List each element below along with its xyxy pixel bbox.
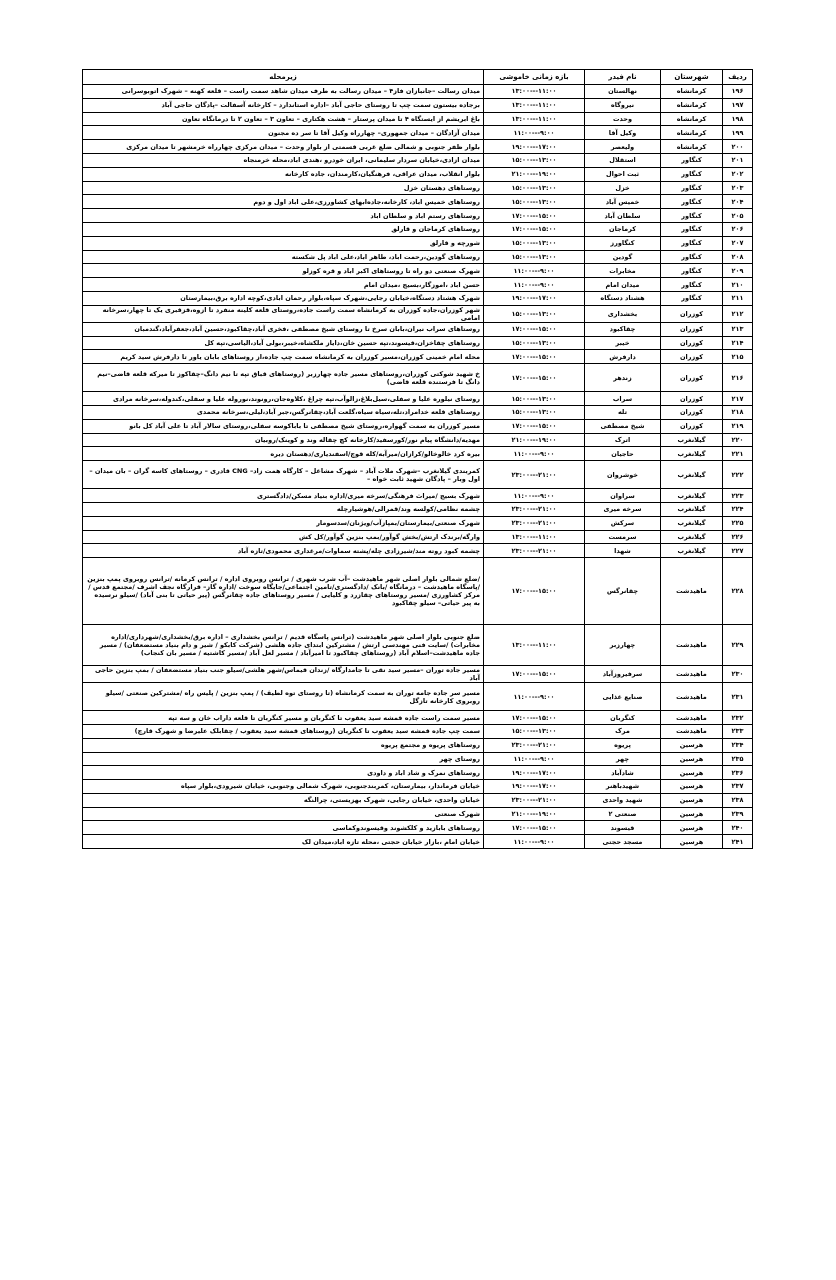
cell-row-number: ۲۲۹ [723,625,753,666]
table-row [83,140,753,154]
cell-time: ۱۵:۰۰---۱۷:۰۰ [484,322,585,336]
cell-feeder: سراوان [585,489,661,503]
cell-city: هرسین [661,752,723,766]
cell-feeder: کنگاورز [585,236,661,250]
cell-city: کنگاور [661,195,723,209]
cell-feeder: استقلال [585,153,661,167]
cell-city: هرسین [661,738,723,752]
cell-city: ماهیدشت [661,666,723,683]
cell-area: شهرک صنعتی/بیمارستان/بمپازآب/ویژنان/سدسومار [83,516,484,530]
cell-row-number: ۲۱۵ [723,350,753,364]
cell-row-number: ۲۰۳ [723,181,753,195]
cell-feeder: قیسوند [585,821,661,835]
table-row [83,336,753,350]
cell-city: گیلانغرب [661,530,723,544]
table-row [83,752,753,766]
cell-area: روستاهای چقاخزان،قیسوند،تپه حسین خان،دایاز ملکشاه،خیبر،بولی آباد،الیاسی،تپه کل [83,336,484,350]
cell-area: میدان آزادگان – میدان جمهوری– چهارراه وکیل آقا تا سر ده مجنون [83,126,484,140]
cell-area: روستاهای نمرک و شاد اباد و داودی [83,766,484,780]
cell-city: کوزران [661,322,723,336]
cell-feeder: خمیس آباد [585,195,661,209]
cell-feeder: خوشروان [585,461,661,489]
cell-row-number: ۲۱۹ [723,419,753,433]
cell-feeder: تله [585,405,661,419]
cell-time: ۱۷:۰۰---۱۹:۰۰ [484,766,585,780]
cell-row-number: ۱۹۶ [723,85,753,99]
cell-area: وارگه/برندک ارتش/بخش گوآور/بمپ بنزین گوآور/کل کش [83,530,484,544]
cell-city: کوزران [661,364,723,392]
cell-time: ۹:۰۰---۱۱:۰۰ [484,752,585,766]
header-area: زیرمحله [83,70,484,85]
cell-time: ۱۹:۰۰---۲۱:۰۰ [484,807,585,821]
table-row [83,530,753,544]
cell-feeder: صنعتی ۲ [585,807,661,821]
cell-row-number: ۲۲۱ [723,447,753,461]
cell-feeder: شادآباد [585,766,661,780]
cell-feeder: کنگربان [585,711,661,725]
cell-row-number: ۲۱۸ [723,405,753,419]
table-row [83,181,753,195]
cell-area: مسیر سر جاده جامه توران به سمت کرمانشاه (تا روستای توه لطیف) / پمپ بنزین / پلیس راه /مشترکین صنعتی /سیلو روبروی کارخانه تازگل [83,683,484,711]
cell-time: ۹:۰۰---۱۱:۰۰ [484,264,585,278]
cell-row-number: ۲۰۹ [723,264,753,278]
cell-row-number: ۲۰۰ [723,140,753,154]
table-row [83,305,753,322]
cell-feeder: اترک [585,433,661,447]
cell-row-number: ۱۹۹ [723,126,753,140]
cell-row-number: ۲۱۴ [723,336,753,350]
cell-feeder: بخشداری [585,305,661,322]
cell-area: روستاهای خمیس اباد، کارخانه،جاده‌ابهای کشاورزی،علی اباد اول و دوم [83,195,484,209]
table-header-row [83,70,753,85]
cell-time: ۱۵:۰۰---۱۷:۰۰ [484,666,585,683]
cell-time: ۹:۰۰---۱۱:۰۰ [484,447,585,461]
table-row [83,821,753,835]
cell-time: ۱۵:۰۰---۱۷:۰۰ [484,558,585,625]
cell-time: ۱۷:۰۰---۱۹:۰۰ [484,780,585,794]
cell-row-number: ۲۴۰ [723,821,753,835]
cell-city: کنگاور [661,209,723,223]
cell-time: ۱۵:۰۰---۱۷:۰۰ [484,821,585,835]
table-row [83,419,753,433]
cell-area: چشمه نظامی/کولسه وند/قمرالی/هوشیارچله [83,502,484,516]
table-row [83,516,753,530]
cell-feeder: سرکش [585,516,661,530]
cell-area: روستای چهر [83,752,484,766]
cell-city: کنگاور [661,236,723,250]
cell-time: ۱۱:۰۰---۱۳:۰۰ [484,98,585,112]
cell-feeder: شهید واحدی [585,793,661,807]
cell-row-number: ۲۳۴ [723,738,753,752]
cell-time: ۱۱:۰۰---۱۳:۰۰ [484,85,585,99]
cell-time: ۱۳:۰۰---۱۵:۰۰ [484,724,585,738]
header-city: شهرستان [661,70,723,85]
cell-area: باغ ابریشم از ایستگاه ۴ تا میدان پرستار – هشت هکتاری – تعاون ۳ – تعاون ۲ تا درمانگاه تعاون [83,112,484,126]
cell-city: هرسین [661,766,723,780]
cell-area: خیابان فرماندار، بیمارستان، کمربندجنوبی، شهرک شمالی وجنوبی، خیابان شیرودی،بلوار سپاه [83,780,484,794]
table-row [83,209,753,223]
table-row [83,447,753,461]
cell-city: کنگاور [661,181,723,195]
table-row [83,793,753,807]
table-row [83,195,753,209]
cell-area: شهرک صنعتی دو راه تا روستاهای اکبر اباد و قره کوزلو [83,264,484,278]
cell-row-number: ۲۰۱ [723,153,753,167]
cell-area: شهر کوزران،جاده کوزران به کرمانشاه سمت راست جاده،روستای قلعه کلینه منفرد تا ازوه،قزقبری یک تا چهار،سرخانه امامی [83,305,484,322]
cell-time: ۹:۰۰---۱۱:۰۰ [484,489,585,503]
cell-city: کنگاور [661,278,723,292]
cell-city: کرمانشاه [661,98,723,112]
table-row [83,126,753,140]
cell-row-number: ۲۳۶ [723,766,753,780]
cell-area: روستاهای کرماجان و قارلق [83,222,484,236]
cell-feeder: پریوه [585,738,661,752]
cell-feeder: مرک [585,724,661,738]
table-row [83,364,753,392]
cell-time: ۱۳:۰۰---۱۵:۰۰ [484,305,585,322]
cell-time: ۱۵:۰۰---۱۷:۰۰ [484,350,585,364]
cell-area: روستاهای سراب نیران،بابان سرخ تا روستای شیخ مصطفی ،فخری آباد،چقاکبود،حسین آباد،جعفرآباد،گندمبان [83,322,484,336]
cell-city: هرسین [661,835,723,849]
table-row [83,807,753,821]
cell-area: /ضلع شمالی بلوار اصلی شهر ماهیدشت –آب شرب شهری / ترانس روبروی اداره / ترانس کرمانه /ترانس روبروی پمپ بنزین /پاسگاه ماهیدشت – درمانگاه /بانک /دادگستری/تامین اجتماعی/جایگاه سوخت /اداره گاز– قرارگاه نجف اشرف /مجتمع قدس /مرکز کشاورزی /مسیر روستاهای چقازرد و کلیایی / مسیر روستاهای جاده چقانرگس (پیر حیاتی تا بنی آباد) /سیلو نرسیده به پیر حیاتی– سیلو چقاکبود [83,558,484,625]
cell-time: ۹:۰۰---۱۱:۰۰ [484,683,585,711]
table-row [83,278,753,292]
cell-city: کوزران [661,405,723,419]
cell-feeder: سرمست [585,530,661,544]
cell-row-number: ۲۲۳ [723,489,753,503]
cell-area: بیره کرد خالوخالو/کرازان/میرآبه/کله قوچ/اسفندیاری/دهستان دیره [83,447,484,461]
table-row [83,222,753,236]
cell-feeder: سراب [585,392,661,406]
cell-area: چشمه کبود روته مند/شیرزادی چله/پشته سماوات/مرغداری محمودی/تازه آباد [83,544,484,558]
table-row [83,835,753,849]
cell-row-number: ۲۰۶ [723,222,753,236]
cell-feeder: هشتاد دستگاه [585,291,661,305]
cell-time: ۲۱:۰۰---۲۳:۰۰ [484,502,585,516]
table-row [83,405,753,419]
cell-row-number: ۲۰۵ [723,209,753,223]
cell-time: ۱۳:۰۰---۱۵:۰۰ [484,153,585,167]
table-row [83,724,753,738]
cell-row-number: ۲۳۳ [723,724,753,738]
cell-time: ۱۱:۰۰---۱۳:۰۰ [484,625,585,666]
cell-row-number: ۲۳۷ [723,780,753,794]
cell-row-number: ۱۹۷ [723,98,753,112]
cell-city: کرمانشاه [661,126,723,140]
cell-time: ۱۵:۰۰---۱۷:۰۰ [484,209,585,223]
table-row [83,625,753,666]
cell-area: روستاهای پریوه و مجتمع پریوه [83,738,484,752]
cell-row-number: ۲۳۵ [723,752,753,766]
cell-feeder: صنایع غذایی [585,683,661,711]
cell-city: گیلانغرب [661,489,723,503]
cell-area: شهرک صنعتی [83,807,484,821]
table-row [83,766,753,780]
cell-area: شهرک بسیج /میراث فرهنگی/سرخه میری/اداره بنیاد مسکن/دادگستری [83,489,484,503]
table-row [83,502,753,516]
cell-row-number: ۲۱۲ [723,305,753,322]
table-row [83,250,753,264]
cell-city: کنگاور [661,153,723,167]
table-row [83,666,753,683]
cell-time: ۱۹:۰۰---۲۱:۰۰ [484,167,585,181]
cell-row-number: ۲۰۷ [723,236,753,250]
cell-city: کوزران [661,305,723,322]
cell-time: ۹:۰۰---۱۱:۰۰ [484,835,585,849]
cell-city: کوزران [661,350,723,364]
cell-row-number: ۲۳۹ [723,807,753,821]
cell-area: مهدیه/دانشگاه پیام نور/کورسفید/کارخانه کچ چقاله وند و کوینک/روبیان [83,433,484,447]
cell-time: ۱۵:۰۰---۱۷:۰۰ [484,222,585,236]
cell-feeder: حاجیان [585,447,661,461]
cell-time: ۱۳:۰۰---۱۵:۰۰ [484,336,585,350]
table-row [83,350,753,364]
table-row [83,322,753,336]
cell-feeder: مخابرات [585,264,661,278]
cell-area: مسیر سمت راست جاده قمشه سید یعقوب تا کنگربان و مسیر کنگربان تا قلعه داراب خان و سه تپه [83,711,484,725]
cell-city: ماهیدشت [661,711,723,725]
cell-row-number: ۲۳۰ [723,666,753,683]
table-row [83,780,753,794]
cell-area: کمربندی گیلانغرب –شهرک ملات آباد – شهرک مشاغل – کارگاه همت زاد– CNG قادری – روستاهای کاسه گران – بان میدان – اول وبار – پادگان شهید ثابت خواه – [83,461,484,489]
cell-feeder: چهارزبر [585,625,661,666]
cell-city: هرسین [661,821,723,835]
cell-row-number: ۲۲۷ [723,544,753,558]
cell-area: روستاهای بابازید و کلکشوند وقیسوندوکماسی [83,821,484,835]
cell-time: ۲۱:۰۰---۲۳:۰۰ [484,544,585,558]
cell-feeder: سلطان آباد [585,209,661,223]
header-row-number: ردیف [723,70,753,85]
cell-feeder: نهالستان [585,85,661,99]
cell-area: برجاده بیستون سمت چپ تا روستای حاجی آباد –اداره استاندارد – کارخانه آسفالت –پادگان حاجی آباد [83,98,484,112]
cell-area: روستاهای گودین،رحمت اباد، طاهر اباد،علی اباد پل شکسته [83,250,484,264]
cell-city: گیلانغرب [661,516,723,530]
cell-feeder: سرخه میری [585,502,661,516]
header-feeder: نام فیدر [585,70,661,85]
cell-area: روستای نیلوره علیا و سفلی،سیل‌بلاغ،زالوآب،تپه چراغ ،کلاوه‌جان،رونوند،نوروله علیا و سفلی،کندوله،سرخانه مرادی [83,392,484,406]
cell-area: بلوار انقلاب، میدان عراقی، فرهنگیان،کارمندان، جاده کارخانه [83,167,484,181]
cell-row-number: ۲۲۴ [723,502,753,516]
cell-row-number: ۲۲۰ [723,433,753,447]
cell-row-number: ۲۰۲ [723,167,753,181]
cell-row-number: ۱۹۸ [723,112,753,126]
cell-time: ۱۹:۰۰---۲۱:۰۰ [484,433,585,447]
cell-feeder: گودین [585,250,661,264]
header-time: بازه زمانی خاموشی [484,70,585,85]
cell-area: مسیر کوزران به سمت گهواره،روستای شیخ مصطفی تا باباکوسه سفلی،روستای سالار آباد تا علی آباد کل بانو [83,419,484,433]
table-row [83,711,753,725]
cell-area: روستاهای قلعه خدامراد،تله،سیاه سیاه،گلعت آباد،چقانرگس،جبر آباد،لیلی،سرخانه محمدی [83,405,484,419]
cell-row-number: ۲۱۷ [723,392,753,406]
cell-row-number: ۲۰۴ [723,195,753,209]
cell-city: کوزران [661,392,723,406]
cell-city: کنگاور [661,222,723,236]
table-row [83,461,753,489]
cell-feeder: ولیعصر [585,140,661,154]
cell-feeder: زندهر [585,364,661,392]
table-row [83,85,753,99]
cell-city: کرمانشاه [661,85,723,99]
cell-time: ۱۷:۰۰---۱۹:۰۰ [484,291,585,305]
cell-time: ۲۱:۰۰---۲۳:۰۰ [484,738,585,752]
cell-city: کرمانشاه [661,140,723,154]
cell-city: گیلانغرب [661,447,723,461]
cell-feeder: وحدت [585,112,661,126]
cell-row-number: ۲۲۶ [723,530,753,544]
cell-feeder: میدان امام [585,278,661,292]
cell-area: ضلع جنوبی بلوار اصلی شهر ماهیدشت (ترانس پاسگاه قدیم / ترانس بخشداری – اداره برق/بخشداری/شهرداری/اداره مخابرات) /سایت فنی مهندسی ارتش / مشترکین ابتدای جاده هلشی (شرکت کابکو / شیر و دام بنیاد مستضعفان) / مسیر جاده ماهیدشت–اسلام آباد (روستاهای چقاکبود تا امیرآباد / مسیر لعل آباد /مسیر کاشتیه / مسیر بان کنجاب) [83,625,484,666]
cell-city: هرسین [661,780,723,794]
table-row [83,683,753,711]
table-row [83,98,753,112]
cell-time: ۹:۰۰---۱۱:۰۰ [484,126,585,140]
cell-time: ۲۱:۰۰---۲۳:۰۰ [484,793,585,807]
cell-feeder: شهدا [585,544,661,558]
cell-area: سمت چپ جاده قمشه سید یعقوب تا کنگربان (روستاهای قمشه سید یعقوب / چقابلک علیرضا و شهرک قارچ) [83,724,484,738]
cell-city: کوزران [661,336,723,350]
cell-city: هرسین [661,807,723,821]
cell-row-number: ۲۰۸ [723,250,753,264]
table-row [83,153,753,167]
cell-time: ۹:۰۰---۱۱:۰۰ [484,278,585,292]
table-row [83,264,753,278]
cell-time: ۱۱:۰۰---۱۳:۰۰ [484,112,585,126]
table-row [83,167,753,181]
cell-city: ماهیدشت [661,683,723,711]
cell-area: روستاهای دهستان خزل [83,181,484,195]
cell-feeder: وکیل آقا [585,126,661,140]
cell-time: ۱۱:۰۰---۱۳:۰۰ [484,530,585,544]
cell-row-number: ۲۳۱ [723,683,753,711]
outage-schedule-table-container [82,69,752,849]
cell-feeder: چهر [585,752,661,766]
cell-row-number: ۲۱۳ [723,322,753,336]
cell-time: ۱۳:۰۰---۱۵:۰۰ [484,236,585,250]
cell-city: گیلانغرب [661,502,723,516]
cell-feeder: دارفرش [585,350,661,364]
cell-feeder: کرماجان [585,222,661,236]
cell-feeder: خزل [585,181,661,195]
cell-city: کنگاور [661,250,723,264]
cell-time: ۱۳:۰۰---۱۵:۰۰ [484,405,585,419]
cell-row-number: ۲۲۸ [723,558,753,625]
cell-time: ۱۳:۰۰---۱۵:۰۰ [484,250,585,264]
cell-area: مسیر جاده توران –مسیر سید نقی تا جامدارگاه /زندان قیماس/شهر هلشی/سیلو جنب بنیاد مستضعفان / بمپ بنزین حاجی آباد [83,666,484,683]
cell-area: خ شهید شوکتی کوزران،روستاهای مسیر جاده چهارزبر (روستاهای قباق تپه تا نیم دانگ–چقاکوز تا میرکه قلعه قاضی–نیم دانگ تا فرستنده قلعه قاضی) [83,364,484,392]
cell-area: خیابان واحدی، خیابان رجایی، شهرک بهزیستی، چرالنگه [83,793,484,807]
cell-area: میدان ازادی،خیابان سردار سلیمانی، ایران خودرو ،هندی اباد،محله خرمنجاه [83,153,484,167]
cell-city: کرمانشاه [661,112,723,126]
cell-feeder: مسجد حجتی [585,835,661,849]
cell-feeder: نیروگاه [585,98,661,112]
cell-time: ۱۵:۰۰---۱۷:۰۰ [484,364,585,392]
table-row [83,544,753,558]
cell-area: محله امام خمینی کوزران،مسیر کوزران به کرمانشاه سمت چپ جاده،از روستاهای بابان یاور تا دارفرش سید کریم [83,350,484,364]
cell-feeder: چقانرگس [585,558,661,625]
cell-city: گیلانغرب [661,544,723,558]
cell-row-number: ۲۱۶ [723,364,753,392]
cell-city: ماهیدشت [661,724,723,738]
table-row [83,489,753,503]
table-row [83,291,753,305]
table-row [83,236,753,250]
table-body [83,85,753,849]
cell-time: ۱۳:۰۰---۱۵:۰۰ [484,181,585,195]
cell-area: بلوار ظفر جنوبی و شمالی ضلع غربی قسمتی از بلوار وحدت – میدان مرکزی چهارراه خرمشهر تا میدان مرکزی [83,140,484,154]
table-row [83,738,753,752]
cell-row-number: ۲۲۲ [723,461,753,489]
cell-city: ماهیدشت [661,625,723,666]
cell-city: گیلانغرب [661,461,723,489]
cell-feeder: شهیدباهنر [585,780,661,794]
table-row [83,558,753,625]
cell-time: ۱۵:۰۰---۱۷:۰۰ [484,419,585,433]
cell-time: ۲۱:۰۰---۲۳:۰۰ [484,516,585,530]
cell-row-number: ۲۳۸ [723,793,753,807]
cell-time: ۱۳:۰۰---۱۵:۰۰ [484,392,585,406]
cell-city: هرسین [661,793,723,807]
cell-area: شهرک هشتاد دستگاه،خیابان رجایی،شهرک سپاه،بلوار رحمان ابادی،کوچه اداره برق،بیمارستان [83,291,484,305]
cell-row-number: ۲۲۵ [723,516,753,530]
table-row [83,433,753,447]
cell-city: کنگاور [661,291,723,305]
cell-row-number: ۲۱۰ [723,278,753,292]
cell-time: ۱۷:۰۰---۱۹:۰۰ [484,140,585,154]
cell-feeder: سرفیروزآباد [585,666,661,683]
cell-city: گیلانغرب [661,433,723,447]
cell-area: حسن اباد ،اموزگار،بسیج ،میدان امام [83,278,484,292]
cell-time: ۲۱:۰۰---۲۳:۰۰ [484,461,585,489]
cell-row-number: ۲۴۱ [723,835,753,849]
cell-area: میدان رسالت –جانبازان فاز۴ – میدان رسالت به طرف میدان شاهد سمت راست – قلعه کهنه – شهرک اتوبوسرانی [83,85,484,99]
cell-feeder: چقاکبود [585,322,661,336]
cell-feeder: شیخ مصطفی [585,419,661,433]
cell-area: روستاهای رستم اباد و سلطان اباد [83,209,484,223]
cell-area: شورچه و قارلق [83,236,484,250]
cell-feeder: ثبت احوال [585,167,661,181]
cell-city: کوزران [661,419,723,433]
cell-time: ۱۳:۰۰---۱۵:۰۰ [484,195,585,209]
cell-time: ۱۵:۰۰---۱۷:۰۰ [484,711,585,725]
cell-row-number: ۲۳۲ [723,711,753,725]
cell-row-number: ۲۱۱ [723,291,753,305]
outage-schedule-table [82,69,753,849]
cell-city: ماهیدشت [661,558,723,625]
cell-area: خیابان امام ،بازار خیابان حجتی ،محله تازه اباد،میدان لک [83,835,484,849]
table-row [83,392,753,406]
table-row [83,112,753,126]
cell-feeder: خیبر [585,336,661,350]
cell-city: کنگاور [661,167,723,181]
cell-city: کنگاور [661,264,723,278]
